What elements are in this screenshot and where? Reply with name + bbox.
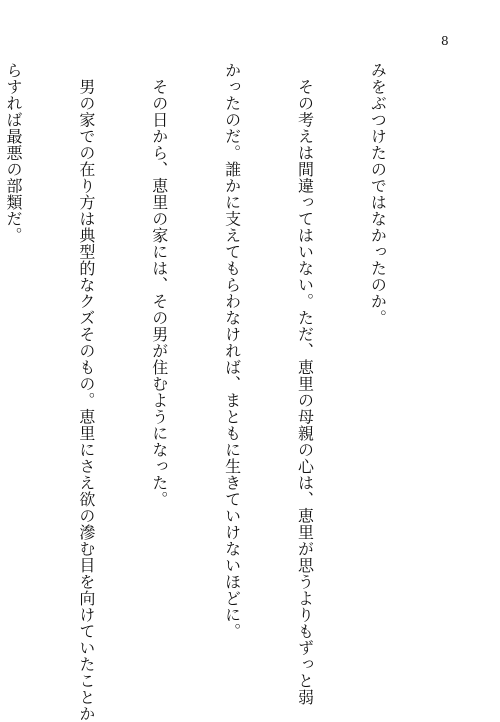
text-line: みをぶつけたのではなかったのか。 (368, 62, 388, 326)
text-line: らすれば最悪の部類だ。 (3, 62, 23, 244)
text-line: 男の家での在り方は典型的なクズそのもの。恵里にさえ欲の滲む目を向けていたことか (76, 62, 96, 722)
text-line: かったのだ。誰かに支えてもらわなければ、まともに生きていけないほどに。 (222, 62, 242, 640)
body-text (0, 62, 438, 722)
text-line: その考えは間違ってはいない。ただ、恵里の母親の心は、恵里が思うよりもずっと弱 (295, 62, 315, 706)
text-line: その日から、恵里の家には、その男が住むようになった。 (149, 62, 169, 508)
page-number: 8 (441, 34, 449, 48)
